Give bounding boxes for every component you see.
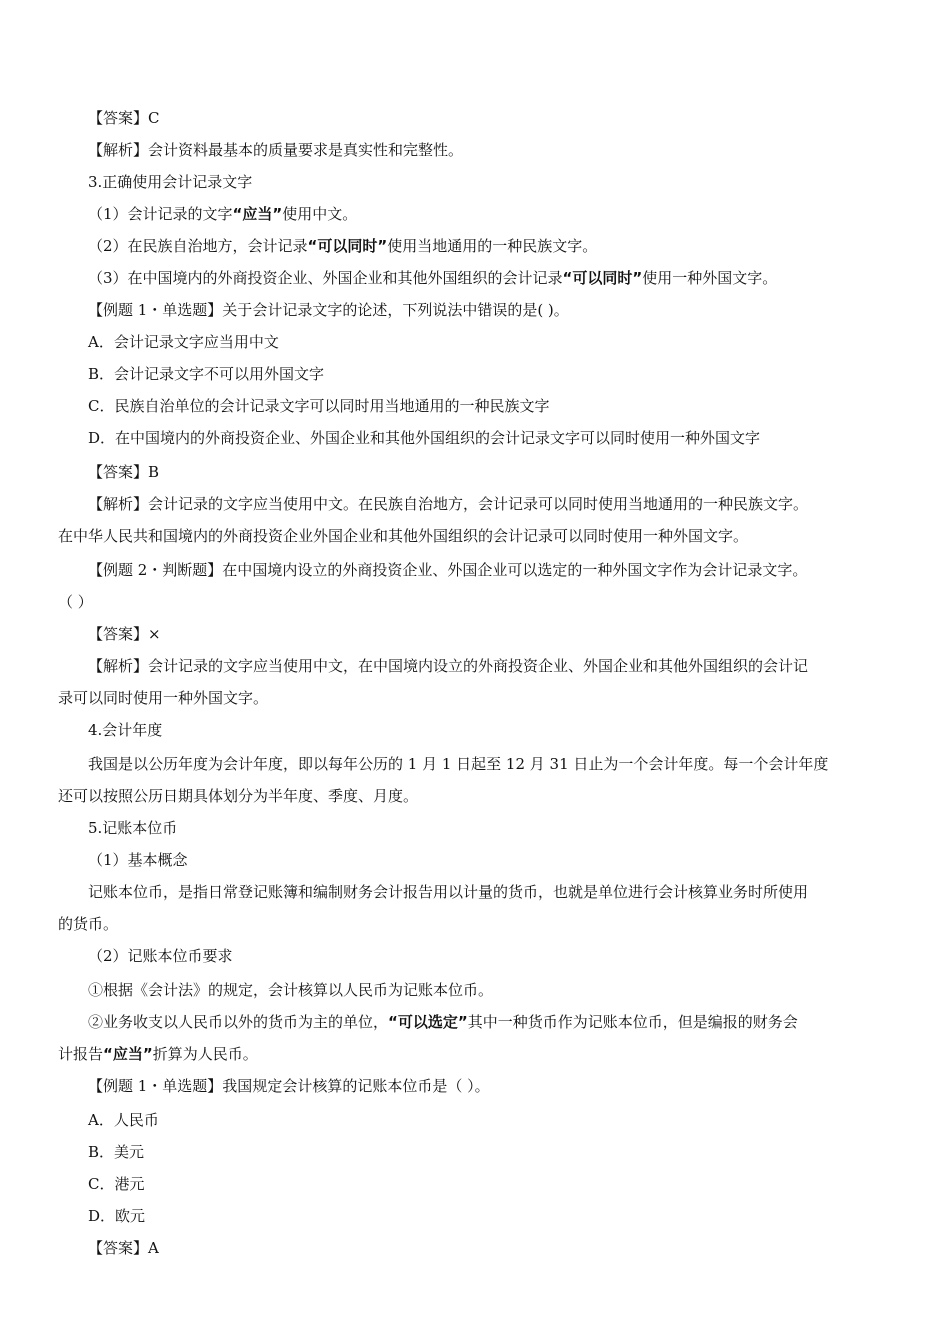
rule-1 <box>0 204 950 224</box>
heading-4: 4.会计年度 <box>88 721 163 739</box>
analysis-3-line-2: 录可以同时使用一种外国文字。 <box>58 689 269 707</box>
option-a-rmb: A．人民币 <box>88 1111 159 1129</box>
option-a: A．会计记录文字应当用中文 <box>88 333 279 351</box>
option-d-eur: D．欧元 <box>88 1207 146 1225</box>
req-2-bold: “可以选定” <box>388 1013 468 1031</box>
fiscal-year-line-2: 还可以按照公历日期具体划分为半年度、季度、月度。 <box>58 787 419 805</box>
rule-1-post: 使用中文。 <box>282 205 358 223</box>
rule-3 <box>0 268 950 288</box>
rule-1-bold: “应当” <box>232 205 283 223</box>
rule-3-pre: （3）在中国境内的外商投资企业、外国企业和其他外国组织的会计记录 <box>88 269 563 287</box>
answer-b: 【答案】B <box>88 463 160 481</box>
rule-2 <box>0 236 950 256</box>
analysis-1: 【解析】会计资料最基本的质量要求是真实性和完整性。 <box>88 141 464 159</box>
rule-3-bold: “可以同时” <box>562 269 643 287</box>
example-3-question: 【例题 1・单选题】我国规定会计核算的记账本位币是（ ）。 <box>88 1077 490 1095</box>
requirement-2-line-2 <box>0 1044 950 1064</box>
heading-3: 3.正确使用会计记录文字 <box>88 173 253 191</box>
analysis-2-line-1: 【解析】会计记录的文字应当使用中文。在民族自治地方，会计记录可以同时使用当地通用的一种民族文字。 <box>88 495 809 513</box>
requirement-2-line-1 <box>0 1012 950 1032</box>
req-2b-bold: “应当” <box>103 1045 153 1063</box>
option-c: C．民族自治单位的会计记录文字可以同时用当地通用的一种民族文字 <box>88 397 550 415</box>
req-2-post: 其中一种货币作为记账本位币，但是编报的财务会 <box>467 1013 798 1031</box>
option-c-hkd: C．港元 <box>88 1175 145 1193</box>
fiscal-year-line-1: 我国是以公历年度为会计年度，即以每年公历的 1 月 1 日起至 12 月 31 日止为一个会计年度。每一个会计年度 <box>88 755 829 773</box>
example-2-blank: （ ） <box>58 593 93 611</box>
rule-2-bold: “可以同时” <box>307 237 388 255</box>
concept-line-1: 记账本位币，是指日常登记账簿和编制财务会计报告用以计量的货币，也就是单位进行会计核算业务时所使用 <box>88 883 809 901</box>
analysis-3-line-1: 【解析】会计记录的文字应当使用中文，在中国境内设立的外商投资企业、外国企业和其他外国组织的会计记 <box>88 657 809 675</box>
answer-x: 【答案】× <box>88 625 161 643</box>
requirement-1: ①根据《会计法》的规定，会计核算以人民币为记账本位币。 <box>88 981 494 999</box>
subheading-basic-concept: （1）基本概念 <box>88 851 188 869</box>
example-2-question: 【例题 2・判断题】在中国境内设立的外商投资企业、外国企业可以选定的一种外国文字作为会计记录文字。 <box>88 561 808 579</box>
req-2-pre: ②业务收支以人民币以外的货币为主的单位， <box>88 1013 389 1031</box>
example-1-question: 【例题 1・单选题】关于会计记录文字的论述，下列说法中错误的是( )。 <box>88 301 569 319</box>
req-2b-post: 折算为人民币。 <box>152 1045 258 1063</box>
rule-3-post: 使用一种外国文字。 <box>642 269 778 287</box>
heading-5: 5.记账本位币 <box>88 819 178 837</box>
req-2b-pre: 计报告 <box>58 1045 104 1063</box>
answer-c: 【答案】C <box>88 109 160 127</box>
rule-2-post: 使用当地通用的一种民族文字。 <box>387 237 598 255</box>
rule-1-pre: （1）会计记录的文字 <box>88 205 233 223</box>
option-b: B．会计记录文字不可以用外国文字 <box>88 365 325 383</box>
subheading-requirements: （2）记账本位币要求 <box>88 947 233 965</box>
answer-a: 【答案】A <box>88 1239 159 1257</box>
rule-2-pre: （2）在民族自治地方，会计记录 <box>88 237 308 255</box>
concept-line-2: 的货币。 <box>58 915 119 933</box>
option-b-usd: B．美元 <box>88 1143 145 1161</box>
option-d: D．在中国境内的外商投资企业、外国企业和其他外国组织的会计记录文字可以同时使用一种外国文字 <box>88 429 761 447</box>
analysis-2-line-2: 在中华人民共和国境内的外商投资企业外国企业和其他外国组织的会计记录可以同时使用一种外国文字。 <box>58 527 749 545</box>
